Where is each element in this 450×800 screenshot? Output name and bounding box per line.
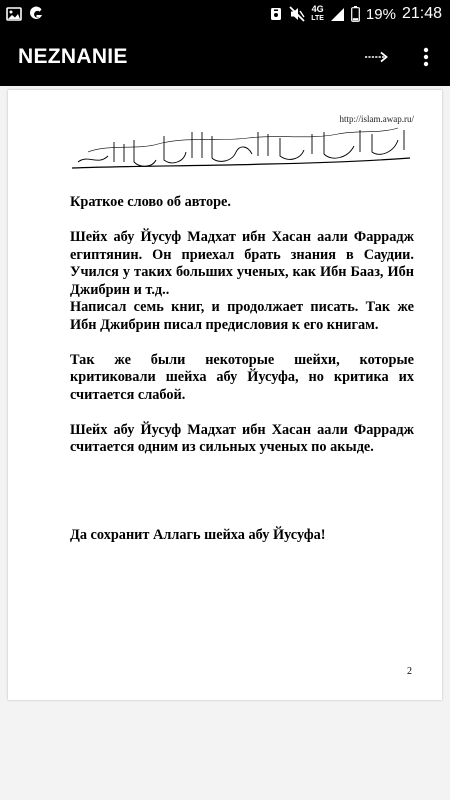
document-page[interactable] xyxy=(8,90,442,700)
arrow-right-icon xyxy=(364,51,388,63)
clock-time: 21:48 xyxy=(401,5,442,22)
source-url: http://islam.awap.ru/ xyxy=(339,114,414,124)
battery-icon xyxy=(351,6,360,22)
paragraph-2: Написал семь книг, и продолжает писать. Так же Ибн Джибрин писал предисловия к его книгам. xyxy=(70,299,414,333)
signal-icon xyxy=(330,7,345,22)
document-text xyxy=(70,194,414,544)
more-vert-icon xyxy=(423,47,429,67)
status-left xyxy=(6,6,44,22)
4g-lte-icon xyxy=(311,5,324,23)
g-icon xyxy=(28,6,44,22)
battery-percent: 19% xyxy=(365,5,396,23)
basmala-calligraphy xyxy=(68,122,414,172)
mute-icon xyxy=(289,6,305,22)
notification-icon xyxy=(269,7,283,21)
status-right xyxy=(269,5,442,23)
network-lte-label: LTE xyxy=(311,15,324,22)
paragraph-4: Шейх абу Йусуф Мадхат ибн Хасан аали Фаррадж считается одним из сильных ученых по акыде. xyxy=(70,421,414,455)
document-heading: Краткое слово об авторе. xyxy=(70,194,231,210)
next-page-button[interactable] xyxy=(362,41,390,73)
network-type-label: 4G xyxy=(311,4,324,14)
status-bar xyxy=(0,0,450,28)
overflow-menu-button[interactable] xyxy=(412,41,440,73)
app-bar xyxy=(0,28,450,86)
paragraph-3: Так же были некоторые шейхи, которые критиковали шейха абу Йусуфа, но критика их считается слабой. xyxy=(70,351,414,403)
app-title: NEZNANIE xyxy=(18,45,128,68)
app-actions xyxy=(362,41,440,73)
image-icon xyxy=(6,7,22,21)
page-number: 2 xyxy=(407,666,412,677)
closing-line: Да сохранит Аллагь шейха абу Йусуфа! xyxy=(70,526,326,543)
paragraph-1: Шейх абу Йусуф Мадхат ибн Хасан аали Фаррадж египтянин. Он приехал брать знания в Саудии. Учился у таких больших ученых, как Ибн Бааз, Ибн Джибрин и т.д.. xyxy=(70,229,414,298)
